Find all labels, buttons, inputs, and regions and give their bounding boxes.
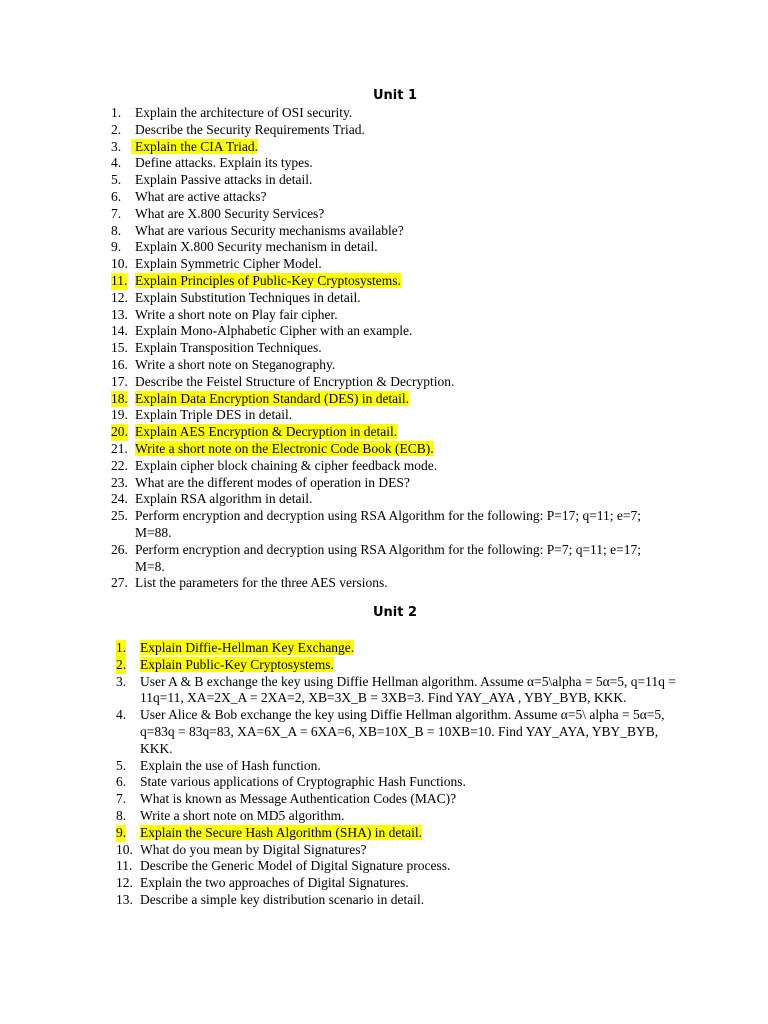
highlighted-text: Explain Diffie-Hellman Key Exchange. <box>140 640 355 655</box>
question-text: Explain RSA algorithm in detail. <box>135 491 313 507</box>
question-number: 9. <box>116 824 127 840</box>
question-number: 3. <box>116 673 127 689</box>
highlighted-text: Write a short note on the Electronic Code Book (ECB). <box>135 440 434 456</box>
question-item <box>111 323 671 340</box>
question-number: 17. <box>111 373 128 389</box>
question-text: Perform encryption and decryption using RSA Algorithm for the following: P=7; q=11; e=17; M=8. <box>135 541 642 574</box>
question-item <box>111 105 671 122</box>
question-number: 2. <box>111 121 122 137</box>
question-text: Describe a simple key distribution scenario in detail. <box>140 891 425 907</box>
question-number: 14. <box>111 323 128 339</box>
question-item <box>111 290 671 307</box>
question-item <box>116 758 682 775</box>
question-number: 18. <box>111 390 128 406</box>
question-text: What are X.800 Security Services? <box>135 205 325 221</box>
question-text: What are the different modes of operation in DES? <box>135 474 410 490</box>
unit-2-heading: Unit 2 <box>372 605 418 620</box>
question-text <box>111 424 671 441</box>
question-number: 16. <box>111 356 128 372</box>
question-text: Describe the Security Requirements Triad. <box>135 121 365 137</box>
question-item-highlighted <box>116 640 682 657</box>
question-text: State various applications of Cryptographic Hash Functions. <box>140 774 466 790</box>
highlighted-text: Explain AES Encryption & Decryption in detail. <box>135 424 398 440</box>
question-item-highlighted <box>111 139 671 156</box>
question-text: Write a short note on MD5 algorithm. <box>140 807 345 823</box>
question-item <box>116 808 682 825</box>
question-number: 1. <box>116 640 127 655</box>
highlighted-text: Explain Data Encryption Standard (DES) in detail. <box>135 390 410 406</box>
question-item <box>111 172 671 189</box>
question-number: 23. <box>111 474 128 490</box>
question-number: 7. <box>116 791 127 807</box>
question-text: Explain X.800 Security mechanism in detail. <box>135 239 378 255</box>
question-number: 2. <box>116 656 127 672</box>
question-item <box>116 892 682 909</box>
question-item <box>116 842 682 859</box>
unit-1-heading: Unit 1 <box>372 88 418 103</box>
question-number: 25. <box>111 508 128 524</box>
question-item-highlighted <box>111 424 671 441</box>
question-text: User A & B exchange the key using Diffie Hellman algorithm. Assume α=5\alpha = 5α=5, q=11q = 11q=11, XA=2X_A = 2XA=2, XB=3X_B = 3XB=3. Find YAY_AYA , YBY_BYB, KKK. <box>140 673 676 706</box>
question-number: 13. <box>111 306 128 322</box>
question-item <box>111 407 671 424</box>
question-item-highlighted <box>111 441 671 458</box>
question-number: 6. <box>116 774 127 790</box>
question-text: What are various Security mechanisms available? <box>135 222 404 238</box>
question-item-highlighted <box>116 657 682 674</box>
question-text: Explain Triple DES in detail. <box>135 407 293 423</box>
question-number: 26. <box>111 541 128 557</box>
question-number: 4. <box>111 155 122 171</box>
question-text <box>116 657 682 674</box>
question-number: 4. <box>116 707 127 723</box>
question-text: What is known as Message Authentication Codes (MAC)? <box>140 791 457 807</box>
question-text: Explain Transposition Techniques. <box>135 340 322 356</box>
question-item <box>111 206 671 223</box>
question-item <box>116 791 682 808</box>
question-text: Explain Passive attacks in detail. <box>135 172 313 188</box>
question-item <box>111 491 671 508</box>
question-number: 24. <box>111 491 128 507</box>
question-item-highlighted <box>111 273 671 290</box>
question-item-highlighted <box>116 825 682 842</box>
question-number: 7. <box>111 205 122 221</box>
question-text: Explain the architecture of OSI security. <box>135 105 353 120</box>
question-number: 27. <box>111 575 128 591</box>
question-number: 3. <box>111 138 122 154</box>
question-text <box>111 139 671 156</box>
question-text <box>111 441 671 458</box>
highlighted-text: Explain Principles of Public-Key Cryptosystems. <box>135 272 401 288</box>
question-item <box>111 458 671 475</box>
question-number: 12. <box>116 875 133 891</box>
question-text <box>116 825 682 842</box>
question-number: 15. <box>111 340 128 356</box>
question-text: Write a short note on Play fair cipher. <box>135 306 338 322</box>
question-item <box>116 707 682 757</box>
question-number: 13. <box>116 891 133 907</box>
question-item <box>111 122 671 139</box>
question-item <box>111 575 671 592</box>
question-item <box>111 155 671 172</box>
question-number: 8. <box>111 222 122 238</box>
question-text: List the parameters for the three AES versions. <box>135 575 388 591</box>
question-item <box>111 357 671 374</box>
question-number: 5. <box>111 172 122 188</box>
question-text <box>116 640 682 657</box>
question-number: 20. <box>111 424 128 440</box>
question-text: Explain Substitution Techniques in detail. <box>135 289 361 305</box>
question-item <box>111 374 671 391</box>
question-number: 10. <box>116 841 133 857</box>
question-item <box>111 542 671 576</box>
question-text: Define attacks. Explain its types. <box>135 155 313 171</box>
question-item <box>116 674 682 708</box>
highlighted-text: Explain the Secure Hash Algorithm (SHA) in detail. <box>140 824 422 840</box>
question-item-highlighted <box>111 391 671 408</box>
question-text: User Alice & Bob exchange the key using Diffie Hellman algorithm. Assume α=5\ alpha = 5α=5, q=83q = 83q=83, XA=6X_A = 6XA=6, XB=10X_B = 10XB=10. Find YAY_AYA, YBY_BYB, KKK. <box>140 707 665 756</box>
question-item <box>111 475 671 492</box>
question-text: Explain the use of Hash function. <box>140 757 321 773</box>
question-text <box>111 391 671 408</box>
question-number: 21. <box>111 440 128 456</box>
question-text: Explain Mono-Alphabetic Cipher with an example. <box>135 323 413 339</box>
question-number: 5. <box>116 757 127 773</box>
question-number: 11. <box>111 272 128 288</box>
question-number: 1. <box>111 105 122 120</box>
question-number: 9. <box>111 239 122 255</box>
question-text: Write a short note on Steganography. <box>135 356 336 372</box>
question-text: Explain cipher block chaining & cipher feedback mode. <box>135 457 438 473</box>
question-item <box>111 256 671 273</box>
question-item <box>111 508 671 542</box>
unit-2-question-list <box>116 640 682 909</box>
question-number: 12. <box>111 289 128 305</box>
question-text: What do you mean by Digital Signatures? <box>140 841 367 857</box>
question-item <box>116 774 682 791</box>
highlighted-text: Explain the CIA Triad. <box>131 139 258 154</box>
question-item <box>111 340 671 357</box>
question-number: 19. <box>111 407 128 423</box>
highlighted-text: Explain Public-Key Cryptosystems. <box>140 656 334 672</box>
unit-1-question-list <box>111 105 671 592</box>
question-number: 10. <box>111 256 128 272</box>
question-item <box>111 223 671 240</box>
question-item <box>111 239 671 256</box>
question-text: Explain the two approaches of Digital Signatures. <box>140 875 409 891</box>
question-text <box>111 273 671 290</box>
question-number: 22. <box>111 457 128 473</box>
question-item <box>116 858 682 875</box>
question-number: 8. <box>116 807 127 823</box>
question-text: Describe the Generic Model of Digital Signature process. <box>140 858 451 874</box>
question-text: Explain Symmetric Cipher Model. <box>135 256 322 272</box>
question-number: 6. <box>111 188 122 204</box>
question-text: What are active attacks? <box>135 188 267 204</box>
question-text: Describe the Feistel Structure of Encryption & Decryption. <box>135 373 455 389</box>
question-item <box>111 307 671 324</box>
question-text: Perform encryption and decryption using RSA Algorithm for the following: P=17; q=11; e=7; M=88. <box>135 508 642 540</box>
question-item <box>111 189 671 206</box>
question-item <box>116 875 682 892</box>
question-number: 11. <box>116 858 133 874</box>
